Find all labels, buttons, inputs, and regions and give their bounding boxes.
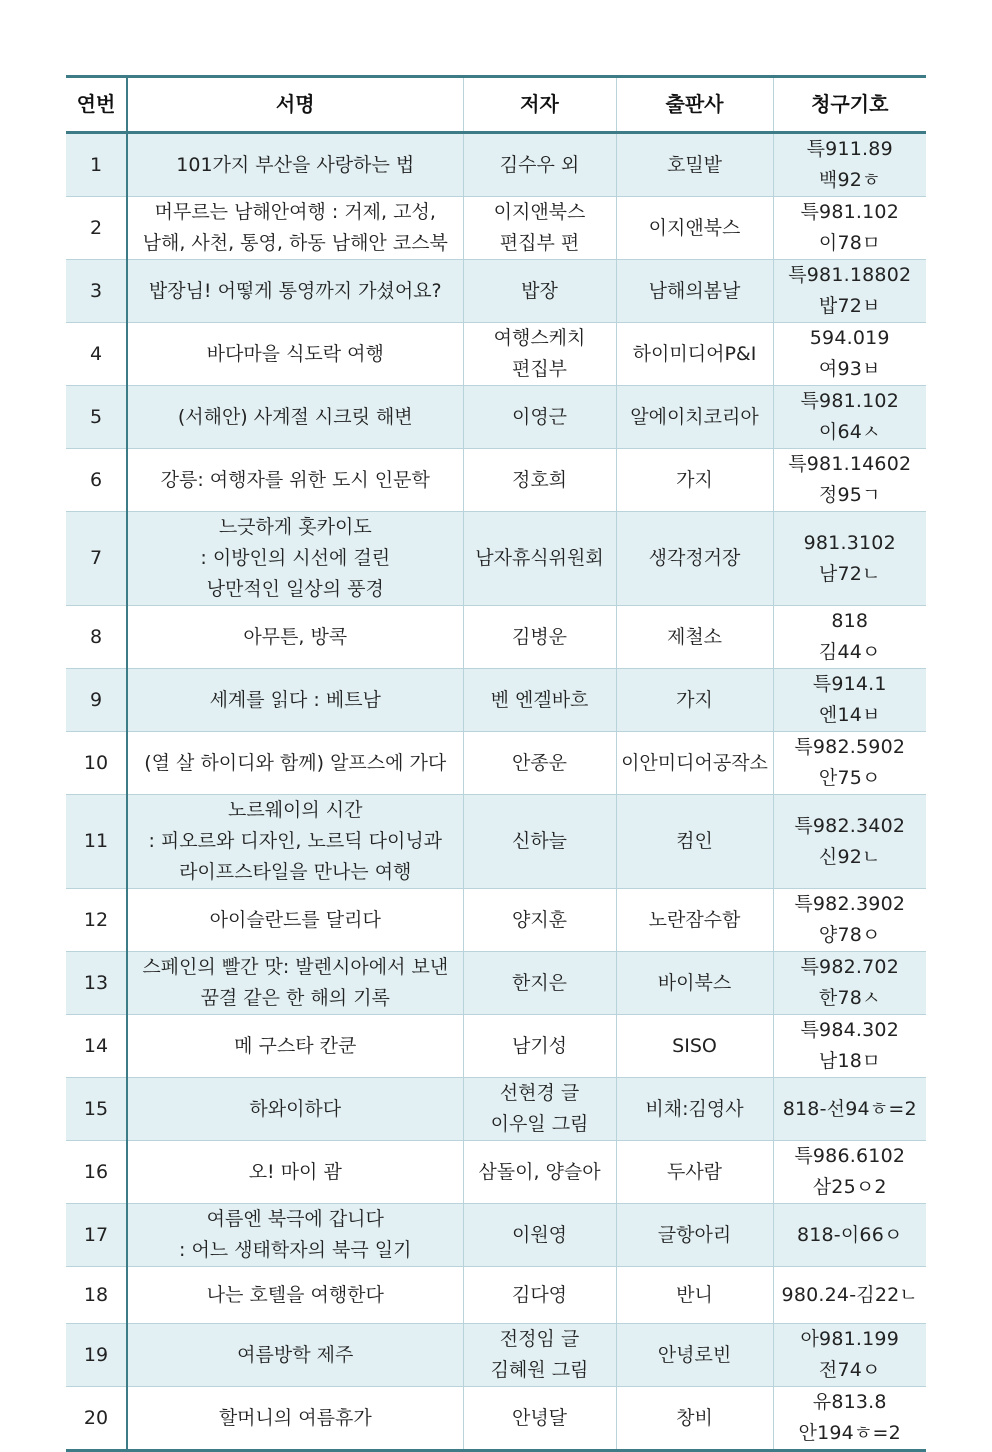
- cell-author: [463, 732, 616, 795]
- cell-call-number-line: 981.3102: [803, 531, 896, 554]
- book-list-table: [66, 75, 926, 1452]
- cell-title-line: 라이프스타일을 만나는 여행: [179, 861, 412, 883]
- cell-author-line: 남기성: [511, 1034, 568, 1057]
- cell-call-number-line: 여93ㅂ: [818, 358, 881, 380]
- cell-author-line: 김다영: [511, 1283, 568, 1306]
- cell-publisher: [616, 323, 773, 386]
- cell-call-number-line: 980.24-김22ㄴ: [781, 1283, 918, 1306]
- cell-title: [127, 1387, 463, 1451]
- cell-publisher: [616, 1015, 773, 1078]
- cell-publisher: [616, 1204, 773, 1267]
- cell-call-number-line: 전74ㅇ: [818, 1359, 881, 1381]
- cell-call-number: [773, 512, 926, 606]
- cell-author: [463, 133, 616, 197]
- cell-author-line: 이영근: [511, 405, 568, 428]
- cell-publisher-line: 이지앤북스: [648, 216, 741, 239]
- cell-call-number-line: 안194ㅎ=2: [798, 1422, 901, 1444]
- cell-author-line: 안종운: [511, 751, 568, 774]
- cell-title-line: 밥장님! 어떻게 통영까지 가셨어요?: [148, 279, 442, 302]
- cell-title-line: : 이방인의 시선에 걸린: [200, 547, 391, 569]
- cell-publisher-line: 컴인: [676, 830, 713, 852]
- cell-author-line: 삼돌이, 양슬아: [478, 1160, 601, 1183]
- cell-author-line: 김수우 외: [499, 153, 580, 176]
- header-author: 저자: [463, 77, 616, 133]
- table-row: [66, 1204, 926, 1267]
- cell-call-number: [773, 1015, 926, 1078]
- cell-publisher: [616, 133, 773, 197]
- cell-call-number-line: 특984.302: [800, 1019, 900, 1041]
- cell-title-line: 여름엔 북극에 갑니다: [206, 1208, 384, 1230]
- cell-title: [127, 386, 463, 449]
- cell-call-number: [773, 133, 926, 197]
- cell-call-number-line: 특986.6102: [794, 1145, 906, 1167]
- table-row: [66, 449, 926, 512]
- cell-author-line: 편집부: [511, 358, 568, 380]
- cell-publisher: [616, 512, 773, 606]
- cell-author-line: 밥장: [521, 279, 558, 302]
- cell-author-line: 신하늘: [511, 830, 568, 852]
- cell-publisher: [616, 449, 773, 512]
- cell-call-number: [773, 669, 926, 732]
- cell-num: 4: [66, 323, 127, 386]
- cell-title-line: 할머니의 여름휴가: [218, 1406, 372, 1429]
- cell-author: [463, 669, 616, 732]
- table-row: [66, 1015, 926, 1078]
- cell-author-line: 여행스케치: [493, 327, 586, 349]
- cell-call-number: [773, 732, 926, 795]
- cell-author: [463, 952, 616, 1015]
- cell-num: 9: [66, 669, 127, 732]
- cell-call-number-line: 818-이66ㅇ: [796, 1223, 903, 1246]
- cell-title: [127, 1078, 463, 1141]
- cell-call-number-line: 특981.102: [800, 201, 900, 223]
- cell-call-number-line: 특981.14602: [788, 453, 912, 475]
- cell-author: [463, 1204, 616, 1267]
- cell-title-line: 나는 호텔을 여행한다: [206, 1283, 384, 1306]
- cell-title: [127, 889, 463, 952]
- table-row: [66, 606, 926, 669]
- cell-publisher: [616, 795, 773, 889]
- cell-call-number-line: 특981.102: [800, 390, 900, 412]
- cell-publisher: [616, 732, 773, 795]
- cell-call-number-line: 특982.702: [800, 956, 900, 978]
- table-row: [66, 952, 926, 1015]
- cell-title-line: (서해안) 사계절 시크릿 해변: [177, 405, 413, 428]
- header-call-number: 청구기호: [773, 77, 926, 133]
- cell-author: [463, 1387, 616, 1451]
- cell-call-number: [773, 449, 926, 512]
- cell-num: 11: [66, 795, 127, 889]
- cell-call-number-line: 이78ㅁ: [818, 232, 881, 254]
- cell-author: [463, 197, 616, 260]
- cell-call-number-line: 특982.3902: [794, 893, 906, 915]
- cell-publisher-line: 이안미디어공작소: [621, 751, 768, 774]
- cell-author-line: 한지은: [511, 971, 568, 994]
- cell-call-number-line: 818: [831, 610, 869, 632]
- cell-publisher-line: 두사람: [666, 1160, 723, 1183]
- cell-num: 2: [66, 197, 127, 260]
- header-num: 연번: [66, 77, 127, 133]
- cell-title-line: (열 살 하이디와 함께) 알프스에 가다: [144, 751, 447, 774]
- cell-call-number-line: 818-선94ㅎ=2: [782, 1097, 917, 1120]
- cell-title: [127, 669, 463, 732]
- cell-call-number-line: 아981.199: [800, 1328, 900, 1350]
- cell-title: [127, 323, 463, 386]
- table-row: [66, 512, 926, 606]
- cell-author: [463, 386, 616, 449]
- cell-title: [127, 1015, 463, 1078]
- cell-call-number-line: 594.019: [809, 327, 890, 349]
- cell-num: 1: [66, 133, 127, 197]
- cell-author: [463, 1141, 616, 1204]
- cell-publisher-line: 반니: [676, 1283, 713, 1306]
- cell-author: [463, 889, 616, 952]
- cell-publisher-line: 비채:김영사: [645, 1097, 744, 1120]
- cell-call-number-line: 정95ㄱ: [818, 484, 881, 506]
- cell-title-line: 101가지 부산을 사랑하는 법: [176, 153, 415, 176]
- cell-title-line: 낭만적인 일상의 풍경: [206, 578, 384, 600]
- cell-num: 15: [66, 1078, 127, 1141]
- cell-author: [463, 512, 616, 606]
- cell-author-line: 정호희: [511, 468, 568, 491]
- cell-call-number-line: 한78ㅅ: [818, 987, 881, 1009]
- cell-num: 16: [66, 1141, 127, 1204]
- cell-title-line: 머무르는 남해안여행 : 거제, 고성,: [154, 201, 436, 223]
- cell-call-number-line: 특981.18802: [788, 264, 912, 286]
- cell-title-line: : 피오르와 디자인, 노르딕 다이닝과: [148, 830, 443, 852]
- cell-title: [127, 1324, 463, 1387]
- cell-call-number-line: 남18ㅁ: [818, 1050, 881, 1072]
- cell-num: 17: [66, 1204, 127, 1267]
- cell-call-number: [773, 1141, 926, 1204]
- cell-author-line: 양지훈: [511, 908, 568, 931]
- cell-publisher-line: 제철소: [666, 625, 723, 648]
- cell-num: 20: [66, 1387, 127, 1451]
- cell-num: 14: [66, 1015, 127, 1078]
- cell-publisher-line: SISO: [672, 1034, 717, 1057]
- table-row: [66, 260, 926, 323]
- cell-call-number: [773, 952, 926, 1015]
- cell-publisher-line: 생각정거장: [648, 547, 741, 569]
- cell-author-line: 선현경 글: [499, 1082, 580, 1104]
- cell-call-number: [773, 1078, 926, 1141]
- cell-num: 6: [66, 449, 127, 512]
- cell-author-line: 이원영: [511, 1223, 568, 1246]
- cell-author-line: 벤 엔겔바흐: [490, 688, 589, 711]
- cell-publisher-line: 남해의봄날: [648, 279, 741, 302]
- cell-title-line: 스페인의 빨간 맛: 발렌시아에서 보낸: [142, 956, 449, 978]
- cell-author-line: 이우일 그림: [490, 1113, 589, 1135]
- cell-call-number-line: 양78ㅇ: [818, 924, 881, 946]
- table-row: [66, 386, 926, 449]
- cell-publisher: [616, 669, 773, 732]
- cell-title-line: : 어느 생태학자의 북극 일기: [179, 1239, 412, 1261]
- cell-publisher-line: 창비: [676, 1406, 713, 1429]
- table-row: [66, 889, 926, 952]
- cell-author: [463, 1015, 616, 1078]
- cell-call-number-line: 김44ㅇ: [818, 641, 881, 663]
- cell-publisher: [616, 386, 773, 449]
- cell-title: [127, 133, 463, 197]
- cell-author-line: 전정임 글: [499, 1328, 580, 1350]
- cell-author-line: 남자휴식위원회: [475, 547, 604, 569]
- cell-title-line: 남해, 사천, 통영, 하동 남해안 코스북: [142, 232, 448, 254]
- table-row: [66, 197, 926, 260]
- cell-title: [127, 512, 463, 606]
- cell-publisher: [616, 1387, 773, 1451]
- cell-author: [463, 323, 616, 386]
- cell-num: 13: [66, 952, 127, 1015]
- cell-author: [463, 795, 616, 889]
- table-body: [66, 133, 926, 1451]
- cell-title-line: 하와이하다: [249, 1097, 342, 1120]
- cell-publisher: [616, 1267, 773, 1324]
- cell-call-number-line: 밥72ㅂ: [818, 295, 881, 317]
- cell-publisher-line: 글항아리: [657, 1223, 732, 1246]
- cell-publisher: [616, 1324, 773, 1387]
- cell-call-number-line: 특914.1: [812, 673, 887, 695]
- cell-author: [463, 449, 616, 512]
- cell-publisher: [616, 260, 773, 323]
- cell-title: [127, 606, 463, 669]
- cell-title: [127, 1204, 463, 1267]
- cell-title: [127, 732, 463, 795]
- cell-call-number-line: 엔14ㅂ: [818, 704, 881, 726]
- cell-num: 19: [66, 1324, 127, 1387]
- cell-call-number-line: 안75ㅇ: [818, 767, 881, 789]
- cell-title-line: 노르웨이의 시간: [227, 799, 363, 821]
- table-row: [66, 1267, 926, 1324]
- cell-title-line: 강릉: 여행자를 위한 도시 인문학: [160, 468, 430, 491]
- table-row: [66, 1324, 926, 1387]
- cell-title: [127, 197, 463, 260]
- cell-publisher-line: 바이북스: [657, 971, 732, 994]
- cell-call-number: [773, 1204, 926, 1267]
- cell-call-number-line: 특911.89: [806, 138, 893, 160]
- cell-publisher-line: 노란잠수함: [648, 908, 741, 931]
- cell-author-line: 김병운: [511, 625, 568, 648]
- cell-title-line: 아이슬란드를 달리다: [209, 908, 381, 931]
- table-header-row: [66, 77, 926, 133]
- cell-call-number: [773, 1387, 926, 1451]
- cell-call-number-line: 삼25ㅇ2: [812, 1176, 887, 1198]
- table-row: [66, 1141, 926, 1204]
- cell-publisher-line: 알에이치코리아: [630, 405, 759, 428]
- header-title: 서명: [127, 77, 463, 133]
- cell-num: 8: [66, 606, 127, 669]
- cell-call-number-line: 특982.5902: [794, 736, 906, 758]
- cell-author-line: 안녕달: [511, 1406, 568, 1429]
- cell-call-number: [773, 1324, 926, 1387]
- cell-call-number: [773, 386, 926, 449]
- cell-title: [127, 795, 463, 889]
- cell-publisher: [616, 197, 773, 260]
- cell-title-line: 오! 마이 괌: [248, 1160, 342, 1183]
- cell-call-number-line: 유813.8: [812, 1391, 887, 1413]
- cell-publisher: [616, 1141, 773, 1204]
- cell-title-line: 바다마을 식도락 여행: [206, 342, 384, 365]
- cell-title-line: 세계를 읽다 : 베트남: [209, 688, 381, 711]
- cell-title: [127, 952, 463, 1015]
- cell-call-number-line: 이64ㅅ: [818, 421, 881, 443]
- table-row: [66, 669, 926, 732]
- cell-publisher-line: 호밀밭: [666, 153, 723, 176]
- cell-publisher-line: 가지: [676, 688, 713, 711]
- cell-publisher-line: 하이미디어P&I: [632, 342, 757, 365]
- cell-publisher: [616, 1078, 773, 1141]
- cell-call-number-line: 신92ㄴ: [818, 845, 881, 868]
- table-row: [66, 133, 926, 197]
- cell-num: 3: [66, 260, 127, 323]
- cell-call-number: [773, 606, 926, 669]
- cell-call-number-line: 남72ㄴ: [818, 562, 881, 585]
- cell-num: 10: [66, 732, 127, 795]
- table-row: [66, 795, 926, 889]
- cell-call-number-line: 특982.3402: [794, 814, 906, 837]
- cell-title-line: 여름방학 제주: [237, 1343, 354, 1366]
- cell-title-line: 메 구스타 칸쿤: [234, 1034, 357, 1057]
- cell-num: 7: [66, 512, 127, 606]
- table-row: [66, 1078, 926, 1141]
- cell-call-number: [773, 795, 926, 889]
- cell-call-number: [773, 260, 926, 323]
- table-row: [66, 1387, 926, 1451]
- cell-title-line: 느긋하게 홋카이도: [218, 516, 372, 538]
- cell-author: [463, 1078, 616, 1141]
- cell-call-number: [773, 197, 926, 260]
- cell-author: [463, 606, 616, 669]
- cell-title: [127, 260, 463, 323]
- cell-publisher: [616, 606, 773, 669]
- cell-title: [127, 1141, 463, 1204]
- cell-author-line: 김혜원 그림: [490, 1359, 589, 1381]
- cell-title: [127, 1267, 463, 1324]
- header-publisher: 출판사: [616, 77, 773, 133]
- cell-title-line: 꿈결 같은 한 해의 기록: [200, 987, 390, 1009]
- cell-num: 12: [66, 889, 127, 952]
- cell-author-line: 편집부 편: [499, 232, 580, 254]
- cell-author: [463, 260, 616, 323]
- cell-num: 5: [66, 386, 127, 449]
- cell-publisher: [616, 952, 773, 1015]
- cell-call-number: [773, 889, 926, 952]
- cell-call-number: [773, 323, 926, 386]
- cell-publisher-line: 안녕로빈: [657, 1343, 732, 1366]
- cell-author: [463, 1324, 616, 1387]
- cell-publisher-line: 가지: [676, 468, 713, 491]
- cell-call-number: [773, 1267, 926, 1324]
- table-row: [66, 323, 926, 386]
- cell-num: 18: [66, 1267, 127, 1324]
- cell-call-number-line: 백92ㅎ: [818, 169, 881, 191]
- cell-publisher: [616, 889, 773, 952]
- table-row: [66, 732, 926, 795]
- cell-title: [127, 449, 463, 512]
- cell-title-line: 아무튼, 방콕: [243, 625, 348, 648]
- cell-author-line: 이지앤북스: [493, 201, 586, 223]
- cell-author: [463, 1267, 616, 1324]
